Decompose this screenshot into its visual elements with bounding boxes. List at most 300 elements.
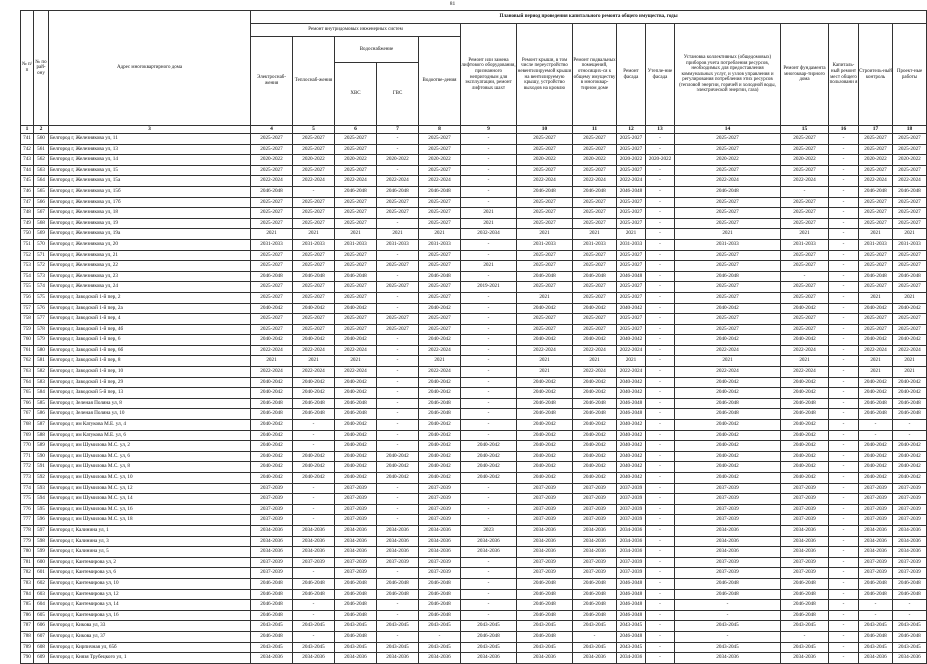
table-cell: 2034-2036	[781, 547, 829, 558]
table-cell: 2040-2042	[251, 473, 293, 484]
header-capital-places: Капиталь-ный ремонт мест общего пользовани я	[829, 24, 859, 126]
table-cell: 749	[21, 218, 34, 229]
table-cell: 2040-2042	[781, 462, 829, 473]
table-cell: -	[377, 504, 419, 515]
table-cell: 767	[21, 409, 34, 420]
table-cell: 2025-2027	[675, 250, 781, 261]
table-cell: 2040-2042	[335, 451, 377, 462]
table-cell: 580	[34, 345, 49, 356]
table-cell: 2034-2036	[335, 525, 377, 536]
table-cell: -	[293, 186, 335, 197]
table-cell: 2037-2039	[573, 483, 617, 494]
table-cell: 2046-2048	[617, 600, 646, 611]
table-cell: -	[829, 176, 859, 187]
table-cell: 2022-2024	[251, 345, 293, 356]
table-cell: -	[293, 610, 335, 621]
table-cell: -	[461, 356, 517, 367]
table-cell: 2025-2027	[617, 208, 646, 219]
table-cell: 2040-2042	[517, 462, 573, 473]
table-cell: 2022-2024	[573, 176, 617, 187]
table-cell: 2046-2048	[617, 589, 646, 600]
table-cell: 2040-2042	[617, 420, 646, 431]
table-cell: 2025-2027	[293, 250, 335, 261]
table-cell: 598	[34, 536, 49, 547]
table-cell: 2025-2027	[517, 261, 573, 272]
table-cell: 2040-2042	[781, 451, 829, 462]
table-cell: 2022-2024	[377, 176, 419, 187]
table-cell: -	[377, 398, 419, 409]
table-cell: -	[829, 610, 859, 621]
table-cell: -	[377, 134, 419, 145]
table-cell: 2037-2039	[419, 568, 461, 579]
table-cell: 2022-2024	[419, 367, 461, 378]
table-cell: 2025-2027	[419, 324, 461, 335]
table-cell: 2040-2042	[251, 451, 293, 462]
table-cell: 2025-2027	[251, 208, 293, 219]
table-cell: 2022-2024	[781, 345, 829, 356]
table-cell: 2025-2027	[893, 324, 927, 335]
column-number: 10	[517, 126, 573, 134]
table-cell: 2040-2042	[859, 462, 893, 473]
table-cell: 2034-2036	[335, 547, 377, 558]
table-cell: 597	[34, 525, 49, 536]
table-cell: 2034-2036	[377, 653, 419, 664]
header-insulation: Утепле-ние фасада	[646, 24, 675, 126]
table-cell: 2025-2027	[893, 134, 927, 145]
table-cell: -	[829, 134, 859, 145]
table-cell: -	[377, 515, 419, 526]
table-cell: 2046-2048	[335, 271, 377, 282]
table-cell: 607	[34, 631, 49, 642]
table-cell: 2025-2027	[781, 165, 829, 176]
table-cell: 2021	[517, 292, 573, 303]
table-cell: 2040-2042	[675, 377, 781, 388]
address-cell: Белгород г, Железнякова ул, 23	[49, 271, 251, 282]
table-cell: 2025-2027	[251, 292, 293, 303]
table-cell: 787	[21, 621, 34, 632]
table-cell: 763	[21, 367, 34, 378]
table-cell: 2022-2024	[859, 176, 893, 187]
table-cell: 2025-2027	[859, 324, 893, 335]
table-cell: -	[646, 218, 675, 229]
table-cell: 2022-2024	[335, 345, 377, 356]
table-cell: -	[829, 208, 859, 219]
table-cell: -	[829, 398, 859, 409]
table-cell: -	[829, 271, 859, 282]
table-cell: 601	[34, 568, 49, 579]
table-cell: 581	[34, 356, 49, 367]
table-cell: 2025-2027	[675, 208, 781, 219]
table-cell: 761	[21, 345, 34, 356]
table-row	[21, 176, 927, 187]
table-cell: 2040-2042	[573, 420, 617, 431]
table-cell: 602	[34, 578, 49, 589]
table-cell: 2040-2042	[517, 441, 573, 452]
table-cell: 2046-2048	[335, 600, 377, 611]
table-cell: 2046-2048	[461, 631, 517, 642]
table-cell: 2046-2048	[251, 589, 293, 600]
table-cell: 2040-2042	[781, 335, 829, 346]
table-cell: 2046-2048	[293, 398, 335, 409]
table-cell: -	[829, 642, 859, 653]
table-cell: 2025-2027	[893, 314, 927, 325]
table-cell: 587	[34, 420, 49, 431]
table-cell: -	[646, 600, 675, 611]
table-cell: -	[646, 314, 675, 325]
table-cell: -	[377, 494, 419, 505]
table-cell: 2037-2039	[251, 504, 293, 515]
table-cell: 2037-2039	[517, 494, 573, 505]
table-cell: 2022-2024	[617, 367, 646, 378]
table-cell: 2021	[859, 229, 893, 240]
table-cell: -	[461, 197, 517, 208]
table-cell: 572	[34, 261, 49, 272]
table-cell: 2040-2042	[617, 335, 646, 346]
address-cell: Белгород г, Железнякова ул, 19а	[49, 229, 251, 240]
table-cell: -	[646, 324, 675, 335]
table-cell: 591	[34, 462, 49, 473]
table-cell: 744	[21, 165, 34, 176]
table-row	[21, 134, 927, 145]
table-cell: 596	[34, 515, 49, 526]
table-cell: 2025-2027	[573, 324, 617, 335]
table-cell: 2025-2027	[419, 144, 461, 155]
table-cell: 2034-2036	[251, 525, 293, 536]
address-cell: Белгород г, Заводской 1-й пер, 10	[49, 367, 251, 378]
table-cell: 2046-2048	[781, 409, 829, 420]
table-cell: -	[829, 377, 859, 388]
table-cell: 2043-2045	[617, 642, 646, 653]
table-cell: 2040-2042	[893, 462, 927, 473]
table-cell: -	[829, 155, 859, 166]
table-cell: 2019-2021	[461, 282, 517, 293]
table-cell: 2040-2042	[781, 420, 829, 431]
table-row	[21, 218, 927, 229]
table-cell: 2034-2036	[859, 525, 893, 536]
table-cell: 2046-2048	[675, 409, 781, 420]
table-cell: 2046-2048	[781, 610, 829, 621]
table-cell: 2025-2027	[859, 144, 893, 155]
table-cell: 786	[21, 610, 34, 621]
table-cell: 2046-2048	[517, 600, 573, 611]
table-cell: -	[829, 557, 859, 568]
table-row	[21, 547, 927, 558]
table-cell: 773	[21, 473, 34, 484]
table-cell: 2043-2045	[461, 642, 517, 653]
table-cell: -	[781, 631, 829, 642]
table-cell: 2046-2048	[335, 610, 377, 621]
table-cell: 2025-2027	[617, 134, 646, 145]
table-cell: 2040-2042	[781, 430, 829, 441]
table-cell: -	[646, 261, 675, 272]
table-cell: 2040-2042	[675, 441, 781, 452]
table-cell: 2034-2036	[335, 536, 377, 547]
table-cell: -	[646, 356, 675, 367]
table-row	[21, 568, 927, 579]
table-cell: 583	[34, 377, 49, 388]
table-cell: 2025-2027	[781, 250, 829, 261]
address-cell: Белгород г, Заводской 1-й пер, 6б	[49, 345, 251, 356]
table-cell: 2040-2042	[251, 388, 293, 399]
table-cell: 2037-2039	[335, 515, 377, 526]
table-cell: 586	[34, 409, 49, 420]
table-row	[21, 335, 927, 346]
table-cell: -	[461, 388, 517, 399]
address-cell: Белгород г, им Шумилова М.С. ул, 12	[49, 483, 251, 494]
table-cell: 2021	[675, 229, 781, 240]
table-cell: -	[461, 155, 517, 166]
table-cell: 2040-2042	[419, 441, 461, 452]
table-cell: 766	[21, 398, 34, 409]
table-cell: 2046-2048	[419, 589, 461, 600]
table-cell: 2046-2048	[419, 271, 461, 282]
table-cell: -	[829, 292, 859, 303]
table-cell: 2025-2027	[293, 208, 335, 219]
table-cell: -	[461, 324, 517, 335]
address-cell: Белгород г, Кантемирова ул, 2	[49, 557, 251, 568]
table-cell: 2037-2039	[335, 494, 377, 505]
table-cell: 2037-2039	[251, 568, 293, 579]
table-cell: 2040-2042	[893, 377, 927, 388]
page-number: 81	[449, 1, 456, 7]
table-cell: 2025-2027	[251, 134, 293, 145]
table-cell: -	[646, 134, 675, 145]
table-row	[21, 239, 927, 250]
table-cell: 2022-2024	[893, 345, 927, 356]
table-cell: 2040-2042	[461, 441, 517, 452]
table-cell: -	[293, 430, 335, 441]
table-cell: 760	[21, 335, 34, 346]
table-cell: -	[461, 494, 517, 505]
table-cell: 2034-2036	[461, 536, 517, 547]
table-cell: 2037-2039	[675, 504, 781, 515]
table-cell: 781	[21, 557, 34, 568]
table-cell: 745	[21, 176, 34, 187]
table-cell: 2037-2039	[377, 557, 419, 568]
table-cell: 2040-2042	[675, 430, 781, 441]
table-cell: 2025-2027	[893, 165, 927, 176]
table-cell: -	[293, 483, 335, 494]
table-cell: -	[461, 504, 517, 515]
table-cell: 2021	[335, 356, 377, 367]
table-cell: 747	[21, 197, 34, 208]
table-cell: 2025-2027	[573, 134, 617, 145]
table-row	[21, 292, 927, 303]
table-cell: 590	[34, 451, 49, 462]
table-cell: 2025-2027	[617, 282, 646, 293]
address-cell: Белгород г, Зеленая Поляна ул, 8	[49, 398, 251, 409]
table-cell: 2025-2027	[675, 134, 781, 145]
table-cell: 2021	[893, 292, 927, 303]
table-cell: -	[646, 589, 675, 600]
table-cell: 2025-2027	[675, 144, 781, 155]
table-cell: 2046-2048	[859, 578, 893, 589]
table-row	[21, 494, 927, 505]
table-cell: 759	[21, 324, 34, 335]
table-cell: 2034-2036	[419, 547, 461, 558]
table-cell: 603	[34, 589, 49, 600]
table-cell: 2025-2027	[517, 218, 573, 229]
table-cell: -	[646, 462, 675, 473]
table-cell: -	[893, 420, 927, 431]
table-cell: -	[461, 398, 517, 409]
table-cell: -	[829, 589, 859, 600]
table-cell: -	[646, 271, 675, 282]
table-cell: 2025-2027	[419, 261, 461, 272]
table-cell: 2037-2039	[573, 515, 617, 526]
table-cell: -	[461, 303, 517, 314]
table-cell: 2037-2039	[893, 504, 927, 515]
table-cell: 2020-2022	[251, 155, 293, 166]
table-cell: 2034-2036	[461, 653, 517, 664]
table-cell: 2025-2027	[781, 324, 829, 335]
table-cell: 2046-2048	[573, 398, 617, 409]
table-cell: 561	[34, 144, 49, 155]
table-cell: -	[573, 631, 617, 642]
table-cell: 2034-2036	[517, 525, 573, 536]
table-cell: 2040-2042	[617, 462, 646, 473]
table-cell: 2025-2027	[617, 165, 646, 176]
table-cell: -	[377, 631, 419, 642]
table-cell: 2021	[251, 356, 293, 367]
table-cell: -	[293, 631, 335, 642]
table-cell: 788	[21, 631, 34, 642]
table-row	[21, 451, 927, 462]
table-cell: 2034-2036	[893, 525, 927, 536]
table-cell: 2025-2027	[617, 324, 646, 335]
table-cell: 2037-2039	[517, 568, 573, 579]
table-cell: 2031-2033	[517, 239, 573, 250]
table-cell: 2025-2027	[573, 197, 617, 208]
table-cell: 2037-2039	[573, 494, 617, 505]
table-cell: 2037-2039	[893, 494, 927, 505]
table-cell: 2022-2024	[859, 345, 893, 356]
table-cell: 752	[21, 250, 34, 261]
table-row	[21, 515, 927, 526]
table-cell: 2025-2027	[781, 261, 829, 272]
table-cell: 774	[21, 483, 34, 494]
table-cell: 2037-2039	[675, 557, 781, 568]
table-cell: 2037-2039	[419, 494, 461, 505]
table-cell: 2022-2024	[617, 176, 646, 187]
table-cell: -	[893, 430, 927, 441]
address-cell: Белгород г, Железнякова ул, 13	[49, 144, 251, 155]
table-cell: 2043-2045	[293, 621, 335, 632]
table-cell: -	[646, 345, 675, 356]
table-cell: 2034-2036	[617, 653, 646, 664]
table-cell: -	[293, 504, 335, 515]
table-cell: 2040-2042	[573, 335, 617, 346]
table-cell: 2034-2036	[517, 547, 573, 558]
table-cell: 2037-2039	[893, 568, 927, 579]
table-cell: 2037-2039	[781, 504, 829, 515]
table-cell: 2025-2027	[781, 292, 829, 303]
table-cell: -	[377, 441, 419, 452]
table-cell: 782	[21, 568, 34, 579]
table-cell: 568	[34, 218, 49, 229]
table-cell: 789	[21, 642, 34, 653]
table-cell: 2034-2036	[377, 547, 419, 558]
column-number: 17	[859, 126, 893, 134]
table-cell: 2040-2042	[419, 335, 461, 346]
table-cell: 772	[21, 462, 34, 473]
table-cell: 2046-2048	[293, 409, 335, 420]
table-cell: 2025-2027	[517, 197, 573, 208]
header-meters: Установка коллективных (общедомовых) приборов учета потребления ресурсов, необходимых для предоставления коммунальных услуг, и узлов управления и регулирования потребления этих ресурсов (тепловой энергии, горячей и холодной воды, электрической энергии, газа)	[675, 24, 781, 126]
table-cell: -	[893, 600, 927, 611]
table-cell: 2040-2042	[517, 473, 573, 484]
table-cell: 2037-2039	[859, 494, 893, 505]
table-cell: -	[829, 303, 859, 314]
table-cell: -	[646, 621, 675, 632]
table-cell: 2025-2027	[335, 314, 377, 325]
table-cell: -	[461, 367, 517, 378]
table-cell: 2037-2039	[617, 557, 646, 568]
table-cell: -	[646, 239, 675, 250]
table-cell: 2034-2036	[419, 525, 461, 536]
table-cell: 2043-2045	[251, 642, 293, 653]
table-cell: 2046-2048	[517, 610, 573, 621]
table-row	[21, 631, 927, 642]
table-cell: 2031-2033	[419, 239, 461, 250]
table-cell: 2034-2036	[419, 653, 461, 664]
table-cell: 2025-2027	[675, 261, 781, 272]
table-cell: 2043-2045	[675, 621, 781, 632]
table-cell: 2043-2045	[251, 621, 293, 632]
table-cell: 2025-2027	[251, 144, 293, 155]
table-cell: 2037-2039	[859, 515, 893, 526]
table-cell: 2040-2042	[893, 303, 927, 314]
table-cell: 2025-2027	[335, 134, 377, 145]
table-cell: 2034-2036	[293, 547, 335, 558]
table-cell: 2040-2042	[781, 473, 829, 484]
table-cell: 2043-2045	[517, 621, 573, 632]
table-cell: 2020-2022	[335, 155, 377, 166]
table-cell: 2040-2042	[893, 441, 927, 452]
table-cell: 2034-2036	[251, 536, 293, 547]
table-cell: 2037-2039	[781, 494, 829, 505]
table-cell: 2025-2027	[781, 144, 829, 155]
address-cell: Белгород г, Заводской 1-й пер, 8	[49, 356, 251, 367]
table-cell: 2025-2027	[573, 218, 617, 229]
table-cell: 2040-2042	[893, 473, 927, 484]
table-cell: 2046-2048	[335, 578, 377, 589]
table-cell: 608	[34, 642, 49, 653]
table-cell: 2025-2027	[573, 165, 617, 176]
table-cell: -	[461, 335, 517, 346]
table-cell: 575	[34, 292, 49, 303]
address-cell: Белгород г, им Шумилова М.С. ул, 16	[49, 504, 251, 515]
address-cell: Белгород г, Заводской 1-й пер, 4	[49, 314, 251, 325]
table-cell: 2040-2042	[419, 462, 461, 473]
table-cell: 2022-2024	[517, 345, 573, 356]
table-cell: 743	[21, 155, 34, 166]
table-cell: 2040-2042	[251, 377, 293, 388]
address-cell: Белгород г, Заводской 1-й пер, 2	[49, 292, 251, 303]
table-cell: -	[377, 271, 419, 282]
table-cell: 754	[21, 271, 34, 282]
table-cell: 2034-2036	[893, 653, 927, 664]
table-cell: 2040-2042	[461, 473, 517, 484]
table-row	[21, 208, 927, 219]
table-cell: 2025-2027	[573, 314, 617, 325]
table-cell: 2025-2027	[335, 165, 377, 176]
table-cell: 2025-2027	[293, 324, 335, 335]
table-cell: 2025-2027	[675, 218, 781, 229]
address-cell: Белгород г, Кикова ул, 37	[49, 631, 251, 642]
table-cell: -	[293, 600, 335, 611]
address-cell: Белгород г, Князя Трубецкого ул, 1	[49, 653, 251, 664]
